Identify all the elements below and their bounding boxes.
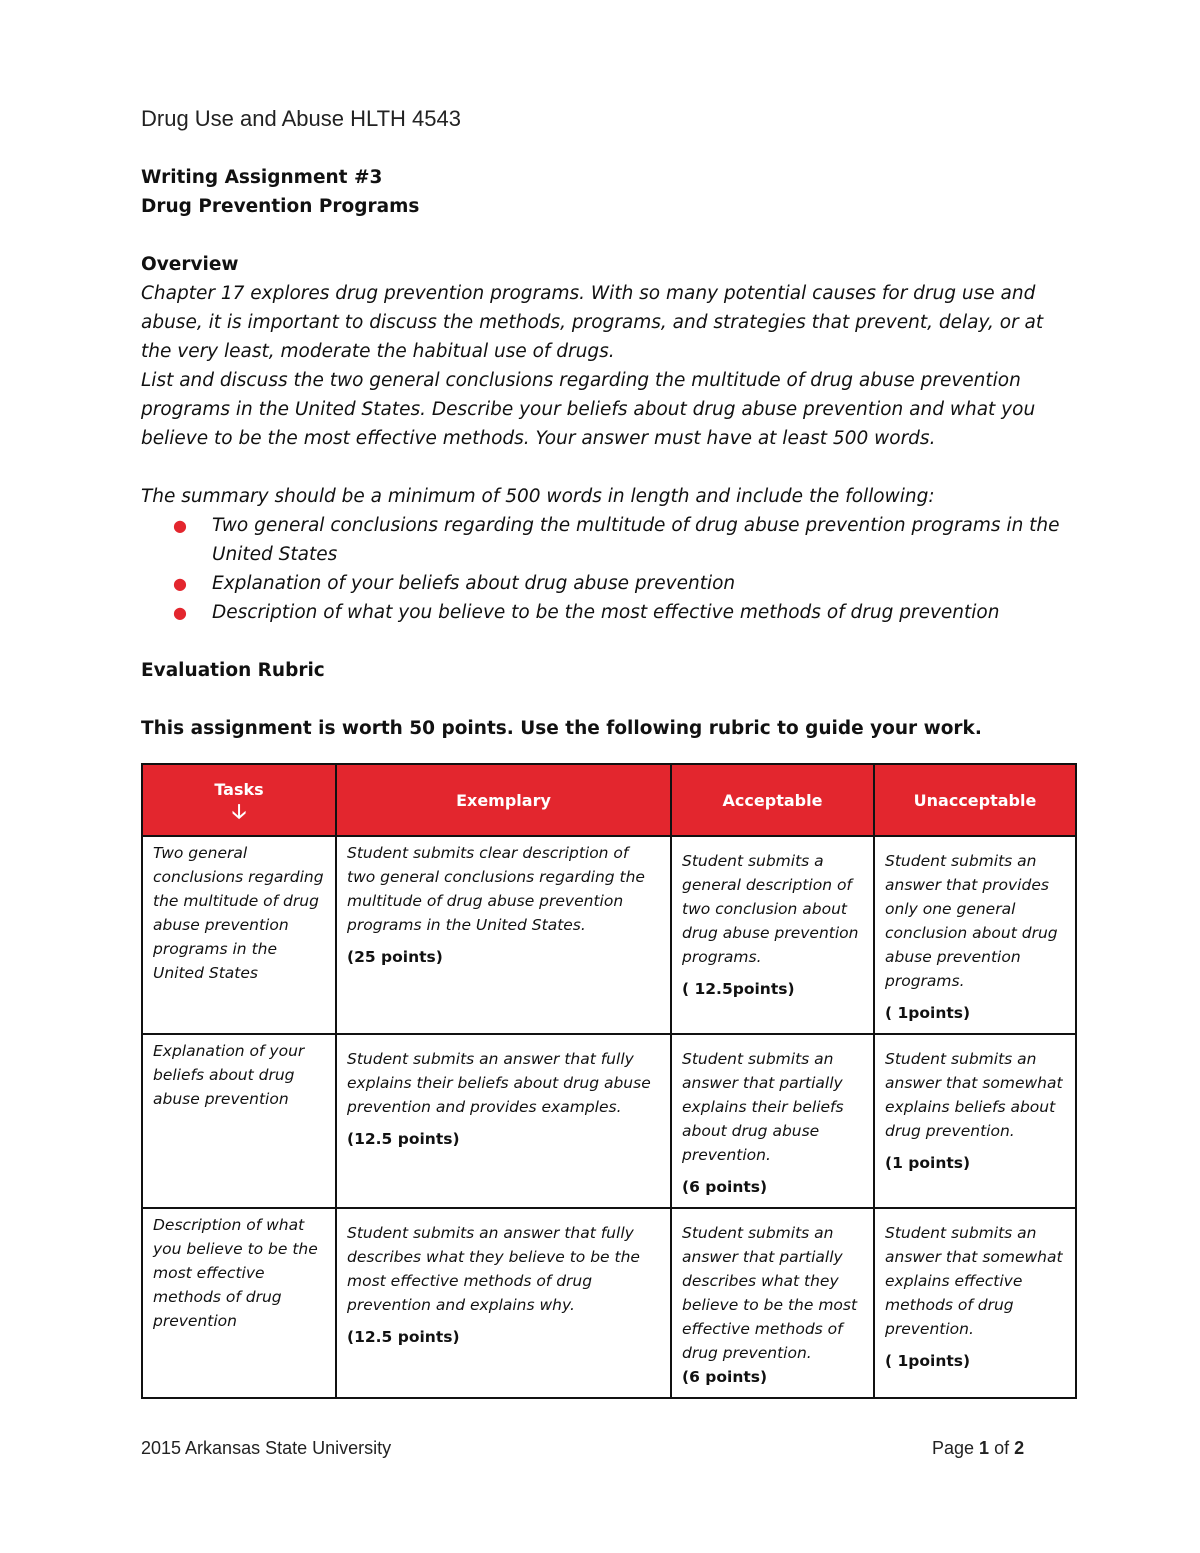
unacceptable-cell: Student submits an answer that provides only one general conclusion about drug abuse prevention programs. ( 1points) <box>874 836 1076 1034</box>
overview-heading: Overview <box>141 254 239 275</box>
points-label: (12.5 points) <box>347 1130 460 1148</box>
exemplary-cell: Student submits an answer that fully explains their beliefs about drug abuse prevention and provides examples. (12.5 points) <box>336 1034 671 1208</box>
header-exemplary: Exemplary <box>336 764 671 836</box>
points-label: (12.5 points) <box>347 1328 460 1346</box>
header-unacceptable: Unacceptable <box>874 764 1076 836</box>
acceptable-cell: Student submits a general description of two conclusion about drug abuse prevention programs. ( 12.5points) <box>671 836 874 1034</box>
table-row <box>142 1208 1076 1398</box>
list-item: ● Two general conclusions regarding the multitude of drug abuse prevention programs in the United States <box>141 511 1061 569</box>
rubric-table <box>141 763 1077 1399</box>
task-cell: Explanation of your beliefs about drug abuse prevention <box>142 1034 336 1208</box>
list-item: ● Description of what you believe to be the most effective methods of drug prevention <box>141 598 1061 627</box>
table-row <box>142 1034 1076 1208</box>
requirements-list <box>141 511 1061 627</box>
course-title: Drug Use and Abuse HLTH 4543 <box>141 106 461 131</box>
document-body <box>141 163 1061 743</box>
footer-copyright: 2015 Arkansas State University <box>141 1438 392 1458</box>
table-row <box>142 836 1076 1034</box>
rubric-heading: Evaluation Rubric <box>141 660 325 681</box>
unacceptable-cell: Student submits an answer that somewhat explains beliefs about drug prevention. (1 points) <box>874 1034 1076 1208</box>
points-label: ( 1points) <box>885 1004 971 1022</box>
exemplary-cell: Student submits clear description of two general conclusions regarding the multitude of drug abuse prevention programs in the United States. (25 points) <box>336 836 671 1034</box>
task-cell: Two general conclusions regarding the multitude of drug abuse prevention programs in the United States <box>142 836 336 1034</box>
overview-paragraph-2: List and discuss the two general conclusions regarding the multitude of drug abuse prevention programs in the United States. Describe your beliefs about drug abuse prevention and what you believe to be the most effective methods. Your answer must have at least 500 words. <box>141 370 1036 449</box>
points-label: ( 12.5points) <box>682 980 795 998</box>
exemplary-cell: Student submits an answer that fully describes what they believe to be the most effective methods of drug prevention and explains why. (12.5 points) <box>336 1208 671 1398</box>
assignment-number: Writing Assignment #3 <box>141 167 383 188</box>
task-cell: Description of what you believe to be the most effective methods of drug prevention <box>142 1208 336 1398</box>
bullet-icon: ● <box>173 574 187 593</box>
points-label: (1 points) <box>885 1154 971 1172</box>
bullet-icon: ● <box>173 516 187 535</box>
assignment-title: Drug Prevention Programs <box>141 196 420 217</box>
points-label: (25 points) <box>347 948 443 966</box>
rubric-intro: This assignment is worth 50 points. Use the following rubric to guide your work. <box>141 718 982 739</box>
rubric-header-row <box>142 764 1076 836</box>
page-indicator: Page 1 of 2 <box>932 1438 1025 1458</box>
acceptable-cell: Student submits an answer that partially explains their beliefs about drug abuse prevention. (6 points) <box>671 1034 874 1208</box>
points-label: ( 1points) <box>885 1352 971 1370</box>
summary-intro: The summary should be a minimum of 500 words in length and include the following: <box>141 486 935 507</box>
overview-paragraph-1: Chapter 17 explores drug prevention programs. With so many potential causes for drug use and abuse, it is important to discuss the methods, programs, and strategies that prevent, delay, or at the very least, moderate the habitual use of drugs. <box>141 283 1044 362</box>
bullet-icon: ● <box>173 603 187 622</box>
header-tasks: Tasks 🡣 <box>142 764 336 836</box>
points-label: (6 points) <box>682 1368 768 1386</box>
unacceptable-cell: Student submits an answer that somewhat explains effective methods of drug prevention. ( 1points) <box>874 1208 1076 1398</box>
acceptable-cell: Student submits an answer that partially describes what they believe to be the most effective methods of drug prevention. (6 points) <box>671 1208 874 1398</box>
list-item: ● Explanation of your beliefs about drug abuse prevention <box>141 569 1061 598</box>
points-label: (6 points) <box>682 1178 768 1196</box>
header-acceptable: Acceptable <box>671 764 874 836</box>
arrow-down-icon: 🡣 <box>231 798 247 823</box>
